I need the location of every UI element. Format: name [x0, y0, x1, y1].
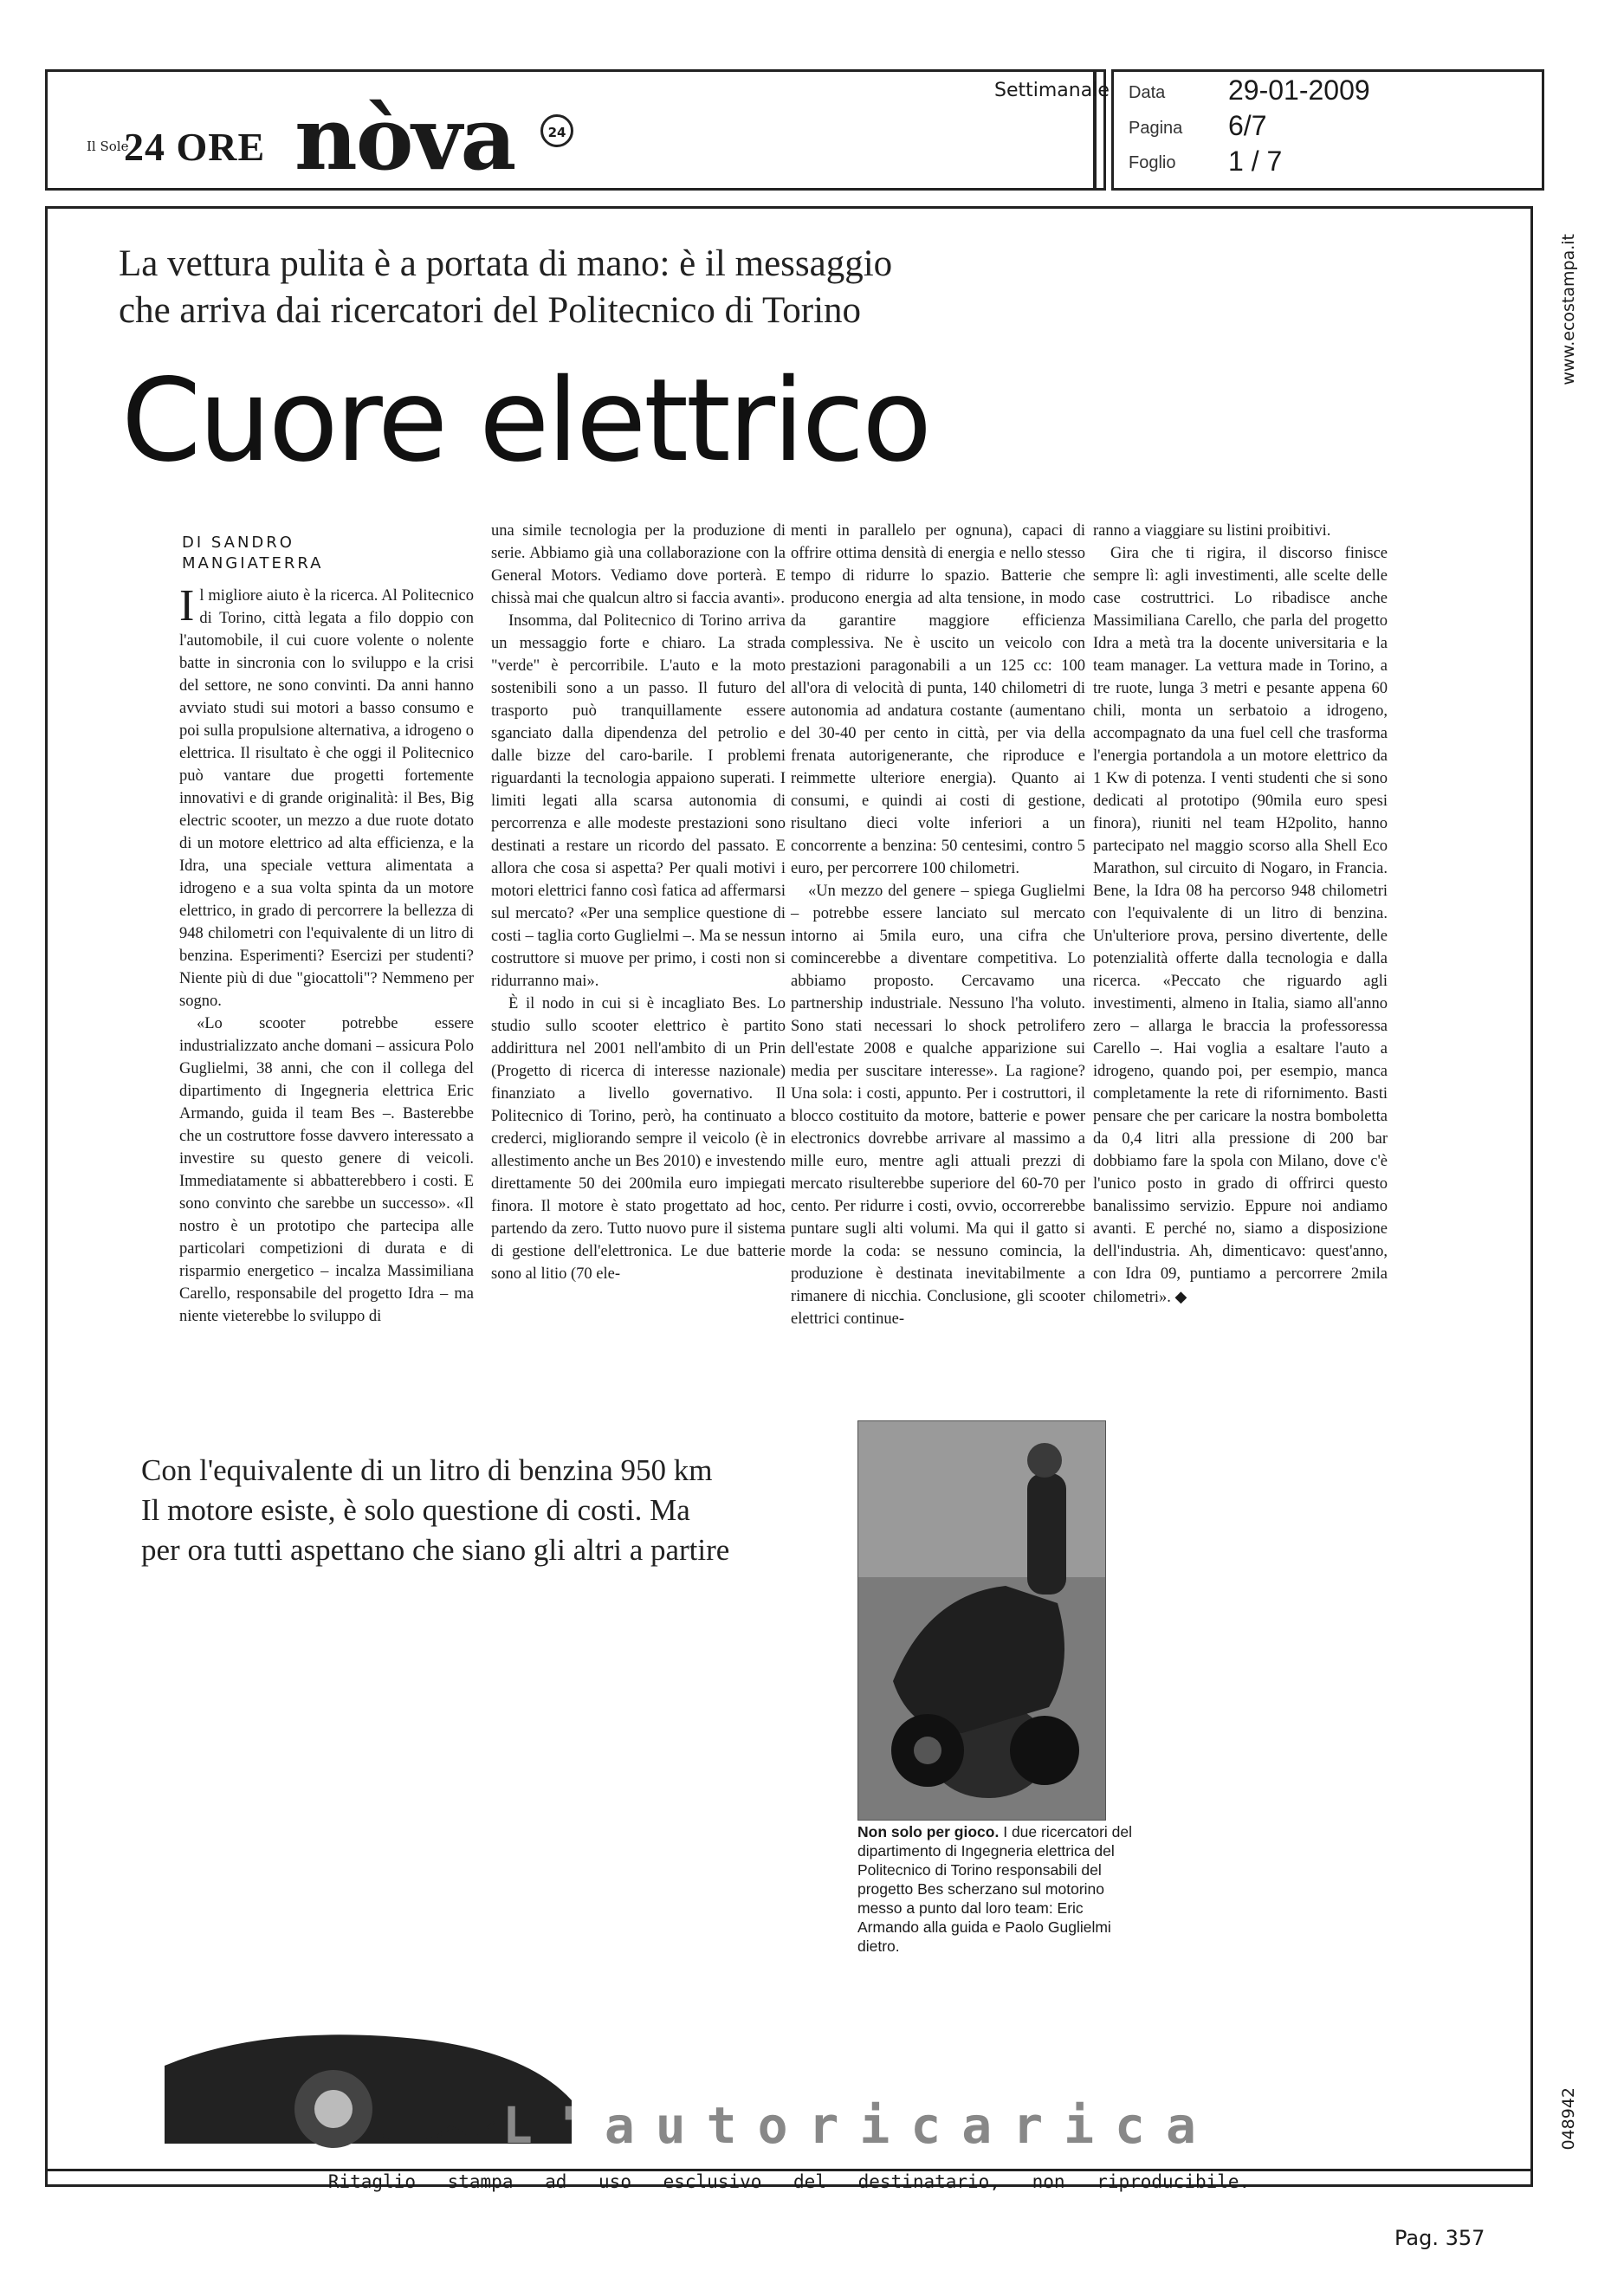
- col1-paragraph-2: «Lo scooter potrebbe essere industrializzato anche domani – assicura Polo Guglielmi, 38 anni, che con il collega del dipartimento di Ingegneria elettrica Eric Armando, guida il team Bes –. Basterebbe che un costruttore fosse davvero interessato a investire su questo genere di veicoli. Immediatamente si abbatterebbero i costi. E sono convinto che sarebbe un successo». «Il nostro è un prototipo che partecipa alle particolari competizioni di durata e di risparmio energetico – incalza Massimiliana Carello, responsabile del progetto Idra – ma niente vieterebbe lo sviluppo di: [179, 1015, 474, 1325]
- caption-title: Non solo per gioco.: [857, 1823, 1000, 1840]
- pagina-label: Pagina: [1129, 119, 1183, 138]
- column-3: [791, 520, 1085, 1330]
- col2-paragraph-3: È il nodo in cui si è incagliato Bes. Lo studio sullo scooter elettrico è partito addirittura nel 2001 nell'ambito di un Prin (Progetto di ricerca di interesse nazionale) finanziato a livello governativo. Il Politecnico di Torino, però, ha continuato a crederci, migliorando sempre il veicolo (è in allestimento anche un Bes 2010) e investendo direttamente 50 dei 200mila euro impiegati finora. Il motore è stato progettato ad hoc, partendo da zero. Tutto nuovo pure il sistema di gestione dell'elettronica. Le due batterie sono al litio (70 ele-: [491, 995, 786, 1283]
- caption-text: I due ricercatori del dipartimento di Ingegneria elettrica del Politecnico di Torino responsabili del progetto Bes scherzano sul motorino messo a punto dal loro team: Eric Armando alla guida e Paolo Guglielmi dietro.: [857, 1823, 1133, 1955]
- data-label: Data: [1129, 83, 1166, 102]
- scooter-illustration-icon: [858, 1421, 1105, 1820]
- pull-line-1: Con l'equivalente di un litro di benzina 950 km: [141, 1453, 713, 1487]
- col4-paragraph-1: ranno a viaggiare su listini proibitivi.: [1093, 522, 1331, 540]
- pull-quote: [141, 1451, 799, 1570]
- col3-paragraph-1: menti in parallelo per ognuna), capaci di offrire ottima densità di energia e nello stesso tempo di ridurre lo spazio. Batterie che producono energia ad alta tensione, in modo da garantire maggiore efficienza complessiva. Ne è uscito un veicolo con prestazioni paragonabili a un 125 cc: 100 all'ora di velocità di punta, 140 chilometri di autonomia ad andatura costante (aumentano del 30-40 per cento in città, per via della frenata autorigenerante, che riproduce e reimmette ulteriore energia). Quanto ai consumi, e quindi ai costi di gestione, risultano dieci volte inferiori a un concorrente a benzina: 50 centesimi, contro 5 euro, per percorrere 100 chilometri.: [791, 522, 1085, 877]
- side-url: www.ecostampa.it: [1559, 234, 1578, 385]
- foglio-value: 1 / 7: [1228, 146, 1283, 177]
- photo-caption: [857, 1822, 1135, 1956]
- page-number: Pag. 357: [1394, 2226, 1485, 2250]
- end-mark-icon: ◆: [1174, 1288, 1187, 1305]
- col2-paragraph-2: Insomma, dal Politecnico di Torino arriva un messaggio forte e chiaro. La strada "verde" è percorribile. L'auto e la moto sostenibili sono a un passo. Il futuro del trasporto può tranquillamente essere sganciato dalla dipendenza del petrolio e dalle bizze del caro-barile. I problemi riguardanti la tecnologia appaiono superati. I limiti legati alla scarsa autonomia di percorrenza e alle modeste prestazioni sono destinati a restare un ricordo del passato. E allora che cosa si aspetta? Per quali motivi i motori elettrici fanno così fatica ad affermarsi sul mercato? «Per una semplice questione di costi – taglia corto Guglielmi –. Ma se nessun costruttore si muove per primo, i costi non si ridurranno mai».: [491, 612, 786, 990]
- col2-paragraph-1: una simile tecnologia per la produzione di serie. Abbiamo già una collaborazione con la General Motors. Vediamo dove porterà. E chissà mai che qualcun altro si faccia avanti».: [491, 522, 786, 607]
- side-code: 048942: [1559, 2087, 1578, 2151]
- column-4: [1093, 520, 1388, 1309]
- nova-logo: nòva: [294, 87, 515, 190]
- pull-line-2: Il motore esiste, è solo questione di costi. Ma: [141, 1493, 690, 1527]
- byline: [182, 533, 355, 574]
- pull-line-3: per ora tutti aspettano che siano gli altri a partire: [141, 1533, 730, 1567]
- scooter-photo: [857, 1420, 1106, 1821]
- foglio-label: Foglio: [1129, 153, 1176, 172]
- kicker-line-1: La vettura pulita è a portata di mano: è il messaggio: [119, 243, 893, 284]
- pagina-value: 6/7: [1228, 110, 1267, 141]
- byline-line-1: DI SANDRO: [182, 534, 294, 552]
- kicker: [119, 241, 1115, 334]
- kicker-line-2: che arriva dai ricercatori del Politecnico di Torino: [119, 290, 862, 331]
- headline: Cuore elettrico: [121, 354, 930, 488]
- nova-badge: 24: [540, 114, 573, 147]
- rubric-title: L'autoricarica: [502, 2096, 1217, 2155]
- sole-label: Il Sole: [87, 139, 129, 154]
- ritaglio-notice: Ritaglio stampa ad uso esclusivo del destinatario, non riproducibile.: [327, 2171, 1251, 2192]
- col4-paragraph-2: Gira che ti rigira, il discorso finisce sempre lì: agli investimenti, alle scelte delle case costruttrici. Lo ribadisce anche Massimiliana Carello, che parla del progetto Idra a metà tra la docente universitaria e la team manager. La vettura made in Torino, a tre ruote, lunga 3 metri e pesante appena 60 chili, monta un serbatoio a idrogeno, accompagnato da una fuel cell che trasforma l'energia portandola a un motore elettrico da 1 Kw di potenza. I venti studenti che si sono dedicati al prototipo (90mila euro spesi finora), riuniti nel team H2polito, hanno partecipato nel maggio scorso alla Shell Eco Marathon, sul circuito di Nogaro, in Francia. Bene, la Idra 08 ha percorso 948 chilometri con l'equivalente di un litro di benzina. Un'ulteriore prova, persino divertente, delle potenzialità offerte dalla tecnologia e dalla ricerca. «Peccato che riguardo agli investimenti, almeno in Italia, siamo all'anno zero – allarga le braccia la professoressa Carello –. Hai voglia a esaltare l'auto a idrogeno, quando poi, per esempio, manca completamente la rete di rifornimento. Basti pensare che per caricare la nostra bomboletta da 0,4 litri alla pressione di 200 bar dobbiamo fare la spola con Milano, dove c'è l'unico posto in grado di offrirci questo banalissimo servizio. Eppure noi andiamo avanti. E perché no, siamo a disposizione dell'industria. Ah, dimenticavo: quest'anno, con Idra 09, puntiamo a percorrere 2mila chilometri».: [1093, 545, 1388, 1306]
- 24ore-logo: 24 ORE: [124, 125, 266, 169]
- byline-line-2: MANGIATERRA: [182, 554, 324, 572]
- column-2: [491, 520, 786, 1285]
- col1-paragraph-1: l migliore aiuto è la ricerca. Al Politecnico di Torino, città legata a filo doppio con l'automobile, il cui cuore volente o nolente batte in sincronia con lo sviluppo e la crisi del settore, ne sono convinti. Da anni hanno avviato studi sui motori a basso consumo e poi sulla propulsione alternativa, a idrogeno o elettrica. Il risultato è che oggi il Politecnico può vantare due progetti fortemente innovativi e di grande originalità: il Bes, Big electric scooter, un mezzo a due ruote dotato di un motore elettrico ad alta efficienza, e la Idra, una speciale vettura alimentata a idrogeno e a sua volta spinta da un motore elettrico, in grado di percorrere la bellezza di 948 chilometri con l'equivalente di un litro di benzina. Esperimenti? Esercizi per studenti? Niente più di due "giocattoli"? Nemmeno per sogno.: [179, 587, 474, 1010]
- col3-paragraph-2: «Un mezzo del genere – spiega Guglielmi – potrebbe essere lanciato sul mercato intorno ai 5mila euro, una cifra che comincerebbe a diventare competitiva. Lo abbiamo proposto. Cercavamo una partnership industriale. Nessuno l'ha voluto. Sono stati necessari lo shock petrolifero dell'estate 2008 e qualche apparizione sui media per suscitare interesse». La ragione? Una sola: i costi, appunto. Per i costruttori, il blocco costituito da motore, batterie e power electronics dovrebbe arrivare al massimo a mille euro, mentre agli attuali prezzi di mercato risulterebbe superiore del 60-70 per cento. Per ridurre i costi, ovvio, occorrerebbe puntare sugli alti volumi. Ma qui il gatto si morde la coda: se nessuno comincia, la produzione è destinata inevitabilmente a rimanere di nicchia. Conclusione, gli scooter elettrici continue-: [791, 883, 1085, 1328]
- column-1: [179, 581, 474, 1328]
- frequency-label: Settimanale: [994, 80, 1110, 101]
- data-value: 29-01-2009: [1228, 74, 1370, 106]
- dropcap: I: [179, 581, 195, 631]
